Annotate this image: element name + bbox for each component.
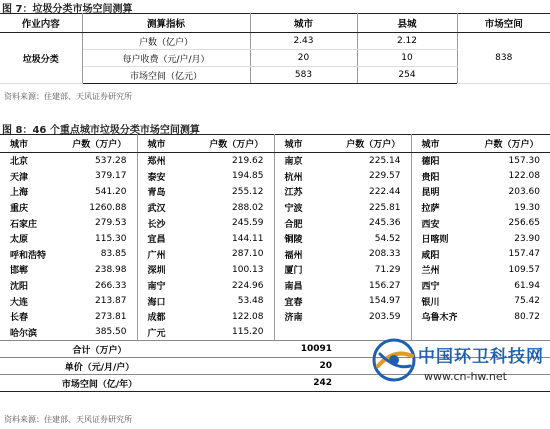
city-name: 北京	[10, 157, 29, 168]
households-value: 83.85	[62, 247, 137, 263]
fig7-source: 资料来源：住建部、天风证券研究所	[4, 92, 132, 101]
city-name: 长春	[10, 313, 29, 324]
city-name: 贵阳	[421, 172, 440, 183]
watermark-url: www.cn-hw.net	[424, 370, 507, 383]
city-name: 成都	[147, 313, 166, 324]
city-name: 福州	[284, 250, 303, 261]
table-row	[0, 215, 550, 231]
households-value: 224.96	[199, 278, 274, 294]
city-name: 日喀则	[421, 235, 449, 246]
city-name: 咸阳	[421, 250, 440, 261]
fig8-title: 图 8：46 个重点城市垃圾分类市场空间测算	[2, 125, 200, 136]
fig7-col-county: 县城	[357, 14, 457, 33]
households-value: 255.12	[199, 184, 274, 200]
households-value: 266.33	[62, 278, 137, 294]
households-value: 54.52	[336, 231, 411, 247]
households-value: 288.02	[199, 200, 274, 216]
households-value: 225.81	[336, 200, 411, 216]
summary-label: 市场空间（亿/年）	[0, 375, 199, 392]
fig7-metric: 市场空间（亿元）	[82, 67, 250, 84]
fig7-col-city: 城市	[250, 14, 357, 33]
households-value: 154.97	[336, 293, 411, 309]
table-row	[0, 169, 550, 185]
city-name: 合肥	[284, 219, 303, 230]
households-value: 109.57	[508, 264, 540, 275]
households-value: 122.08	[508, 171, 540, 182]
households-value: 71.29	[336, 262, 411, 278]
fig7-metric: 户数（亿户）	[82, 33, 250, 50]
city-name: 上海	[10, 188, 29, 199]
households-value: 53.48	[199, 293, 274, 309]
table-row	[0, 262, 550, 278]
summary-label: 合计（万户）	[0, 341, 199, 358]
fig7-county-value: 254	[357, 67, 457, 84]
city-name: 天津	[10, 172, 29, 183]
city-name: 西安	[421, 219, 440, 230]
households-value: 219.62	[199, 153, 274, 169]
city-name: 乌鲁木齐	[421, 313, 458, 324]
table-row	[0, 247, 550, 263]
city-name: 兰州	[421, 266, 440, 277]
fig7-county-value: 2.12	[357, 33, 457, 50]
city-name: 广州	[147, 250, 166, 261]
households-value: 385.50	[62, 325, 137, 341]
summary-value: 10091	[199, 341, 336, 358]
households-value: 203.60	[508, 186, 540, 197]
city-name: 武汉	[147, 204, 166, 215]
fig8-body	[0, 153, 550, 341]
city-name: 南昌	[284, 282, 303, 293]
fig8-col-households: 户数（万户）	[199, 135, 274, 153]
households-value: 157.47	[508, 249, 540, 260]
watermark-logo	[368, 336, 546, 406]
fig7-col-metric: 测算指标	[82, 14, 250, 33]
fig8-col-households: 户数（万户）	[336, 135, 411, 153]
city-name: 宁波	[284, 204, 303, 215]
households-value: 23.90	[514, 233, 540, 244]
fig7-city-value: 20	[250, 50, 357, 67]
fig7-county-value: 10	[357, 50, 457, 67]
households-value: 541.20	[62, 184, 137, 200]
city-name: 西宁	[421, 282, 440, 293]
city-name: 长沙	[147, 219, 166, 230]
fig7-metric: 每户收费（元/户/月）	[82, 50, 250, 67]
city-name: 深圳	[147, 266, 166, 277]
households-value: 229.57	[336, 169, 411, 185]
watermark-name: 中国环卫科技网	[418, 347, 544, 367]
city-name: 哈尔滨	[10, 328, 38, 339]
households-value: 379.17	[62, 169, 137, 185]
city-name: 青岛	[147, 188, 166, 199]
fig8-header-row	[0, 135, 550, 153]
households-value: 1260.88	[62, 200, 137, 216]
fig7-col-market: 市场空间	[457, 14, 550, 33]
households-value: 122.08	[199, 309, 274, 325]
city-name: 厦门	[284, 266, 303, 277]
city-name: 重庆	[10, 204, 29, 215]
households-value: 115.30	[62, 231, 137, 247]
households-value: 203.59	[336, 309, 411, 325]
city-name: 江苏	[284, 188, 303, 199]
city-name: 宜春	[284, 297, 303, 308]
fig7-city-value: 583	[250, 67, 357, 84]
city-name: 南宁	[147, 282, 166, 293]
table-row	[0, 278, 550, 294]
fig8-source: 资料来源：住建部、天风证券研究所	[4, 415, 132, 424]
fig8-col-city: 城市	[0, 135, 62, 153]
city-name: 太原	[10, 235, 29, 246]
households-value: 256.65	[508, 218, 540, 229]
table-row	[0, 293, 550, 309]
city-name: 铜陵	[284, 235, 303, 246]
households-value: 245.36	[336, 215, 411, 231]
city-name: 昆明	[421, 188, 440, 199]
households-value: 537.28	[62, 153, 137, 169]
table-row	[0, 33, 550, 50]
households-value: 238.98	[62, 262, 137, 278]
households-value: 245.59	[199, 215, 274, 231]
city-name: 杭州	[284, 172, 303, 183]
table-row	[0, 184, 550, 200]
households-value: 157.30	[508, 155, 540, 166]
households-value: 156.27	[336, 278, 411, 294]
households-value: 144.11	[199, 231, 274, 247]
fig8-col-city: 城市	[274, 135, 336, 153]
households-value: 213.87	[62, 293, 137, 309]
fig7-city-value: 2.43	[250, 33, 357, 50]
households-value: 208.33	[336, 247, 411, 263]
fig7-category: 垃圾分类	[0, 33, 82, 84]
city-name: 海口	[147, 297, 166, 308]
households-value: 61.94	[514, 280, 540, 291]
table-row	[0, 200, 550, 216]
city-name: 邯郸	[10, 266, 29, 277]
city-name: 南京	[284, 157, 303, 168]
fig8-col-households: 户数（万户）	[473, 135, 550, 153]
fig8-col-city: 城市	[137, 135, 199, 153]
fig7-market-total: 838	[457, 33, 550, 84]
summary-label: 单价（元/月/户）	[0, 358, 199, 375]
fig8-col-households: 户数（万户）	[62, 135, 137, 153]
city-name: 郑州	[147, 157, 166, 168]
households-value: 115.20	[199, 325, 274, 341]
city-name: 济南	[284, 313, 303, 324]
city-name: 德阳	[421, 157, 440, 168]
city-name: 大连	[10, 297, 29, 308]
fig7-title: 图 7：垃圾分类市场空间测算	[2, 4, 133, 15]
city-name: 广元	[147, 328, 166, 339]
table-row	[0, 309, 550, 325]
fig7-table	[0, 13, 550, 84]
households-value: 100.13	[199, 262, 274, 278]
city-name: 沈阳	[10, 282, 29, 293]
table-row	[0, 153, 550, 169]
households-value: 279.53	[62, 215, 137, 231]
households-value: 75.42	[514, 296, 540, 307]
city-name: 银川	[421, 297, 440, 308]
households-value: 287.10	[199, 247, 274, 263]
households-value: 194.85	[199, 169, 274, 185]
globe-logo-icon	[370, 336, 418, 384]
city-name: 宜昌	[147, 235, 166, 246]
fig7-header-row	[0, 14, 550, 33]
households-value: 222.44	[336, 184, 411, 200]
summary-value: 20	[199, 358, 336, 375]
city-name: 石家庄	[10, 219, 38, 230]
city-name: 拉萨	[421, 204, 440, 215]
city-name	[274, 325, 336, 341]
fig7-col-task: 作业内容	[0, 14, 82, 33]
summary-value: 242	[199, 375, 336, 392]
city-name: 泰安	[147, 172, 166, 183]
table-row	[0, 231, 550, 247]
households-value: 19.30	[514, 202, 540, 213]
city-name: 呼和浩特	[10, 250, 47, 261]
households-value: 225.14	[336, 153, 411, 169]
households-value: 273.81	[62, 309, 137, 325]
households-value: 80.72	[514, 311, 540, 322]
fig8-col-city: 城市	[411, 135, 473, 153]
